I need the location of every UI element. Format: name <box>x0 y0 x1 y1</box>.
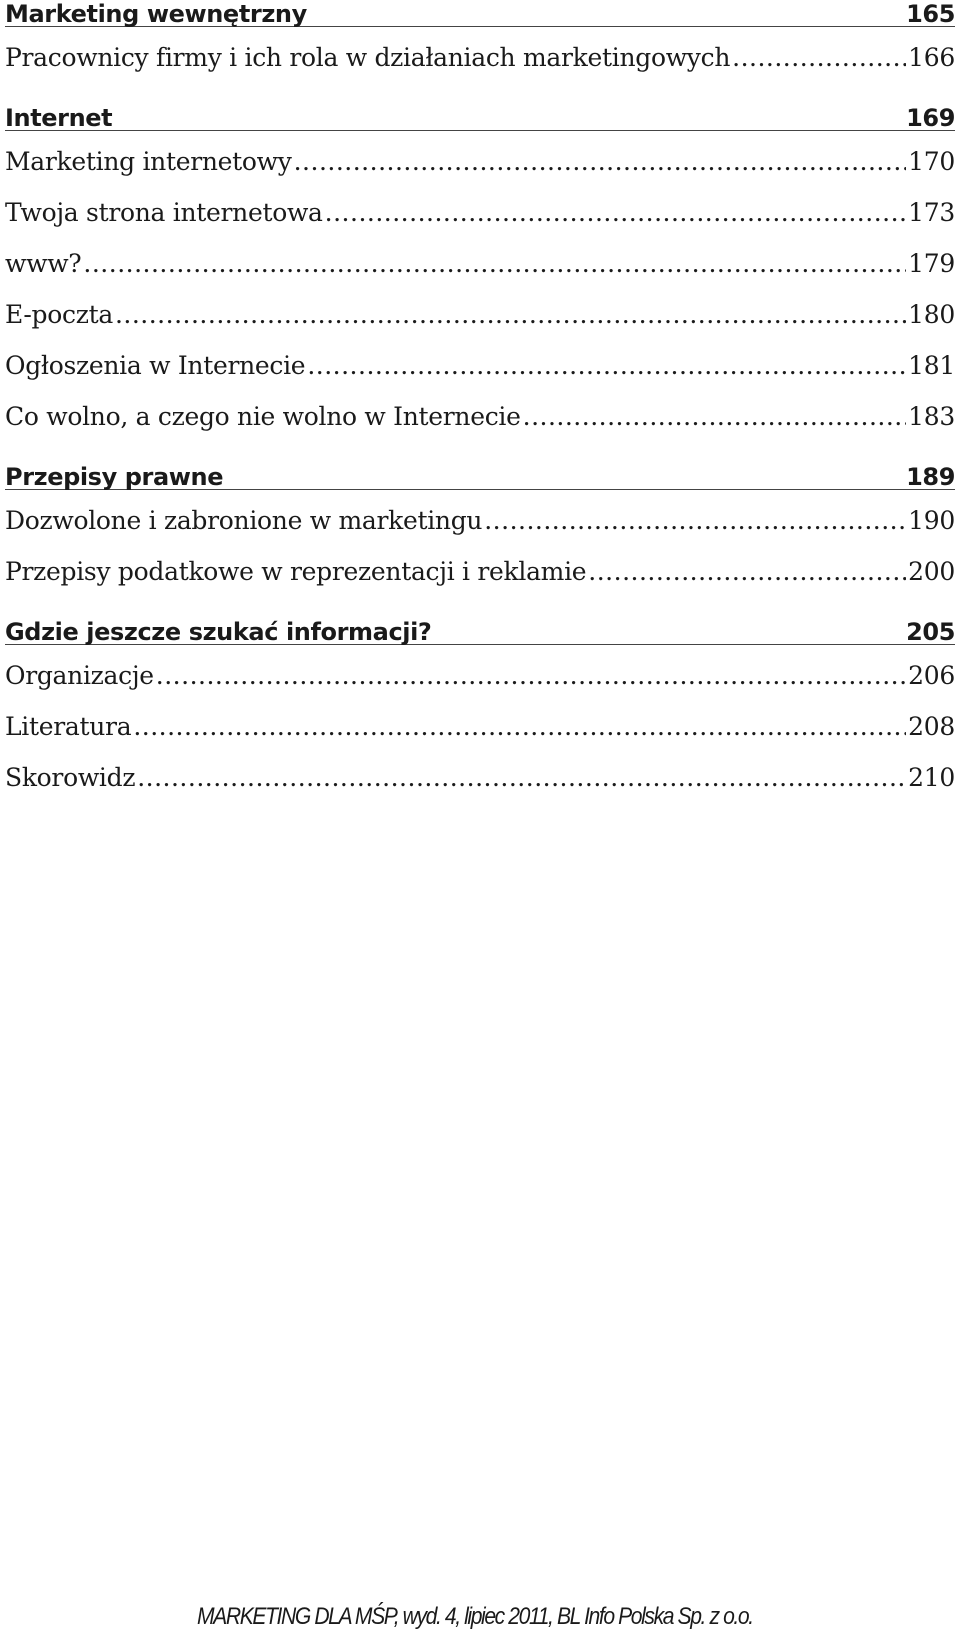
section-heading <box>5 618 955 645</box>
entry-title: Co wolno, a czego nie wolno w Internecie <box>5 402 521 431</box>
toc-entry <box>5 27 955 78</box>
section-heading <box>5 463 955 490</box>
dot-leader <box>588 541 906 592</box>
dot-leader <box>137 747 906 798</box>
dot-leader <box>732 27 906 78</box>
section-page-number: 169 <box>906 104 955 132</box>
entry-title: Twoja strona internetowa <box>5 198 323 227</box>
entry-page-number: 183 <box>908 402 955 431</box>
entry-page-number: 206 <box>908 661 955 690</box>
dot-leader <box>133 696 906 747</box>
dot-leader <box>156 645 906 696</box>
section-heading <box>5 0 955 27</box>
toc-entry <box>5 541 955 592</box>
dot-leader <box>523 386 907 437</box>
section-page-number: 189 <box>906 463 955 491</box>
entry-title: Skorowidz <box>5 763 136 792</box>
entry-title: www? <box>5 249 82 278</box>
toc-entry <box>5 131 955 182</box>
toc-section <box>5 463 955 592</box>
entry-title: Pracownicy firmy i ich rola w działaniach marketingowych <box>5 43 731 72</box>
toc-entry <box>5 747 955 798</box>
entry-page-number: 166 <box>908 43 955 72</box>
section-title: Internet <box>5 104 113 132</box>
dot-leader <box>325 182 907 233</box>
toc-entry <box>5 645 955 696</box>
section-page-number: 165 <box>906 0 955 28</box>
entry-title: Dozwolone i zabronione w marketingu <box>5 506 483 535</box>
entry-page-number: 208 <box>908 712 955 741</box>
toc-entry <box>5 490 955 541</box>
entry-title: Ogłoszenia w Internecie <box>5 351 306 380</box>
toc-entry <box>5 233 955 284</box>
toc-section <box>5 104 955 437</box>
entry-page-number: 181 <box>908 351 955 380</box>
dot-leader <box>294 131 907 182</box>
section-title: Marketing wewnętrzny <box>5 0 307 28</box>
section-title: Przepisy prawne <box>5 463 224 491</box>
entry-page-number: 180 <box>908 300 955 329</box>
entry-page-number: 200 <box>908 557 955 586</box>
entry-page-number: 179 <box>908 249 955 278</box>
entry-page-number: 170 <box>908 147 955 176</box>
section-page-number: 205 <box>906 618 955 646</box>
dot-leader <box>83 233 906 284</box>
toc-entry <box>5 284 955 335</box>
toc-entry <box>5 335 955 386</box>
toc-entry <box>5 182 955 233</box>
dot-leader <box>307 335 906 386</box>
entry-title: Literatura <box>5 712 132 741</box>
section-title: Gdzie jeszcze szukać informacji? <box>5 618 432 646</box>
entry-page-number: 210 <box>908 763 955 792</box>
toc-entry <box>5 386 955 437</box>
toc-section <box>5 0 955 78</box>
table-of-contents <box>5 0 955 798</box>
entry-title: E-poczta <box>5 300 113 329</box>
entry-title: Organizacje <box>5 661 154 690</box>
entry-page-number: 173 <box>908 198 955 227</box>
section-heading <box>5 104 955 131</box>
entry-title: Przepisy podatkowe w reprezentacji i reklamie <box>5 557 587 586</box>
dot-leader <box>115 284 906 335</box>
page-footer: MARKETING DLA MŚP, wyd. 4, lipiec 2011, BL Info Polska Sp. z o.o. <box>197 1603 753 1630</box>
entry-title: Marketing internetowy <box>5 147 292 176</box>
toc-entry <box>5 696 955 747</box>
toc-section <box>5 618 955 798</box>
entry-page-number: 190 <box>908 506 955 535</box>
dot-leader <box>484 490 906 541</box>
